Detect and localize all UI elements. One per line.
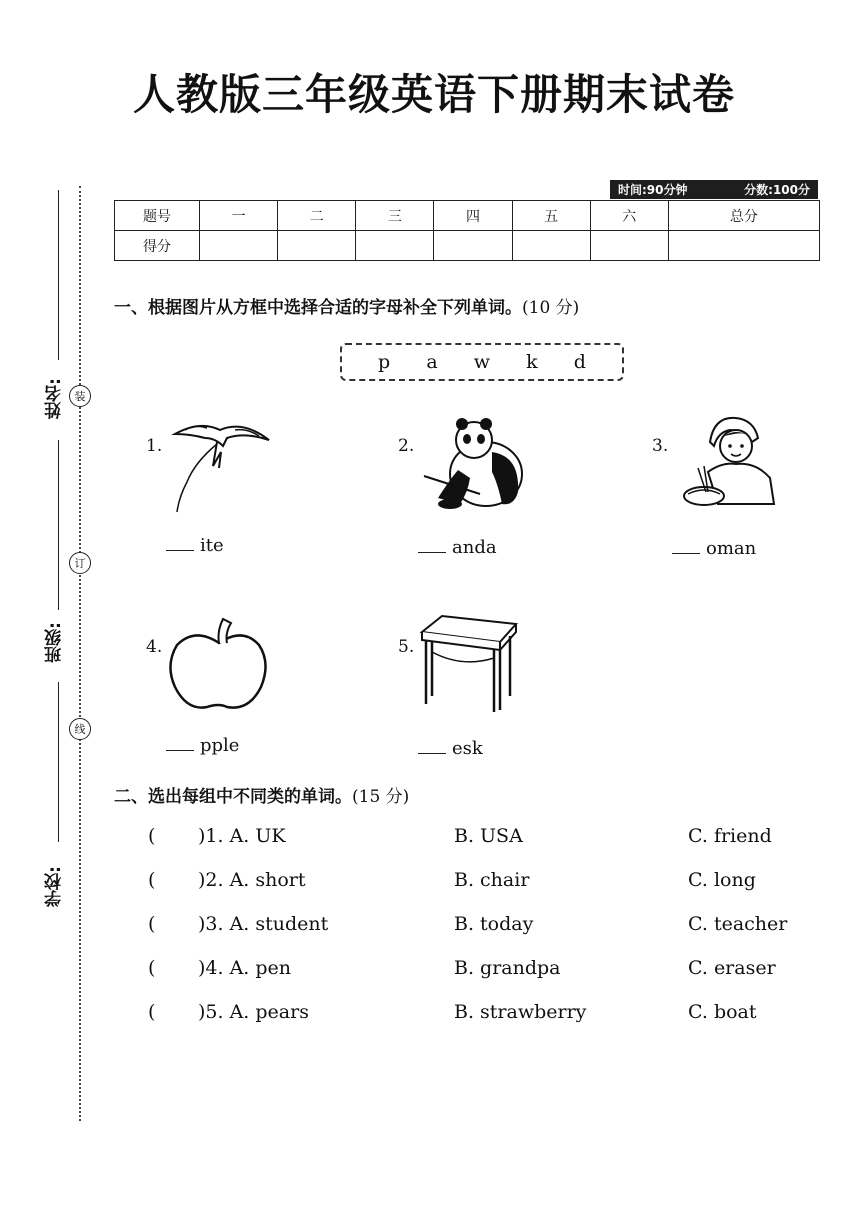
blank-answer[interactable] [166,535,224,556]
question-number: 4. [146,637,163,657]
letter-option: a [426,351,438,373]
word-suffix: oman [706,538,757,559]
table-row [115,231,820,261]
option-c: C. teacher [688,913,788,935]
option-a: )5. A. pears [198,1001,309,1023]
school-label: 学校: [45,866,65,907]
table-cell: 三 [356,201,434,231]
kite-icon [165,412,275,517]
score-input-cell[interactable] [200,231,278,261]
option-b: B. strawberry [454,1001,587,1023]
binding-mark: 线 [69,718,91,740]
score-input-cell[interactable] [590,231,668,261]
panda-icon [420,412,530,512]
letter-option: k [526,351,538,373]
word-suffix: pple [200,735,240,756]
word-suffix: anda [452,537,497,558]
section2-heading [114,782,409,807]
table-cell: 六 [590,201,668,231]
blank-answer[interactable] [418,537,497,558]
binding-mark: 订 [69,552,91,574]
name-label: 姓名: [45,378,65,419]
blank-answer[interactable] [418,738,483,759]
blank-answer[interactable] [672,538,756,559]
score-total-label: 分数:100分 [744,183,810,197]
score-input-cell[interactable] [356,231,434,261]
class-write-line [58,440,59,610]
question-number: 3. [652,436,669,456]
option-a: )3. A. student [198,913,329,935]
score-input-cell[interactable] [668,231,819,261]
section1-heading [114,293,579,318]
answer-paren[interactable]: ( [148,1001,156,1023]
binding-mark: 装 [69,385,91,407]
table-cell: 得分 [115,231,200,261]
table-cell: 一 [200,201,278,231]
table-row [115,201,820,231]
section2-points: (15 分) [352,787,410,807]
score-input-cell[interactable] [512,231,590,261]
option-c: C. long [688,869,756,891]
letter-option: w [473,351,491,373]
question-number: 1. [146,436,163,456]
section1-points: (10 分) [522,298,580,318]
table-cell: 四 [434,201,512,231]
letter-option: d [573,351,586,373]
answer-paren[interactable]: ( [148,913,156,935]
option-a: )1. A. UK [198,825,286,847]
question-number: 2. [398,436,415,456]
option-a: )2. A. short [198,869,306,891]
option-b: B. USA [454,825,523,847]
apple-icon [165,615,275,715]
answer-paren[interactable]: ( [148,869,156,891]
blank-answer[interactable] [166,735,239,756]
word-suffix: ite [200,535,224,556]
section1-heading-text: 一、根据图片从方框中选择合适的字母补全下列单词。 [114,298,522,318]
exam-info-bar [610,180,818,199]
table-cell: 五 [512,201,590,231]
score-input-cell[interactable] [278,231,356,261]
school-write-line [58,682,59,842]
table-cell: 总分 [668,201,819,231]
desk-icon [416,612,520,714]
time-label: 时间:90分钟 [618,183,688,197]
answer-paren[interactable]: ( [148,825,156,847]
option-c: C. boat [688,1001,757,1023]
option-b: B. today [454,913,534,935]
question-number: 5. [398,637,415,657]
page-title: 人教版三年级英语下册期末试卷 [132,70,735,119]
binding-dotted-line [79,186,81,1121]
name-write-line [58,190,59,360]
section2-heading-text: 二、选出每组中不同类的单词。 [114,787,352,807]
score-input-cell[interactable] [434,231,512,261]
option-c: C. friend [688,825,772,847]
letter-choice-box [340,343,624,381]
letter-option: p [378,351,391,373]
option-a: )4. A. pen [198,957,292,979]
woman-icon [674,412,784,514]
option-b: B. grandpa [454,957,561,979]
word-suffix: esk [452,738,483,759]
table-cell: 题号 [115,201,200,231]
option-c: C. eraser [688,957,776,979]
table-cell: 二 [278,201,356,231]
option-b: B. chair [454,869,530,891]
score-table [114,200,820,261]
class-label: 班级: [45,622,65,663]
answer-paren[interactable]: ( [148,957,156,979]
